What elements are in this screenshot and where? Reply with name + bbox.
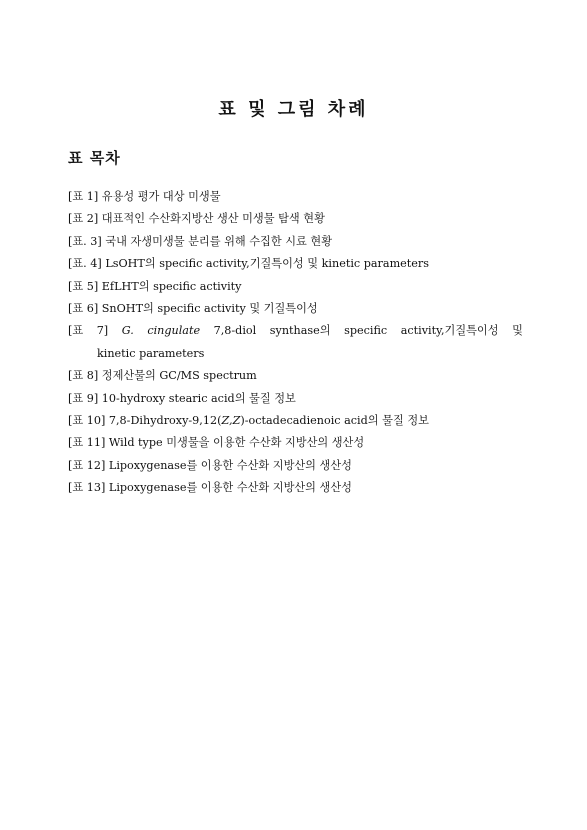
table-of-contents (68, 186, 523, 500)
toc-word: specific (344, 324, 388, 338)
toc-item[interactable]: [표 1] 유용성 평가 대상 미생물 (68, 190, 221, 203)
toc-item[interactable]: [표 5] EfLHT의 specific activity (68, 279, 242, 293)
toc-item[interactable]: [표 6] SnOHT의 specific activity 및 기질특이성 (68, 302, 318, 316)
toc-item[interactable]: [표. 3] 국내 자생미생물 분리를 위해 수집한 시료 현황 (68, 234, 332, 248)
toc-item[interactable] (68, 320, 523, 365)
toc-item[interactable]: [표 2] 대표적인 수산화지방산 생산 미생물 탐색 현황 (68, 212, 325, 226)
toc-item-first-line (68, 320, 523, 342)
toc-item[interactable]: [표. 4] LsOHT의 specific activity,기질특이성 및 kinetic parameters (68, 257, 430, 271)
toc-item[interactable]: [표 8] 정제산물의 GC/MS spectrum (68, 369, 257, 383)
toc-word: 7] (96, 324, 109, 338)
toc-word-italic: cingulate (147, 324, 201, 338)
toc-item[interactable] (68, 410, 523, 432)
toc-item[interactable]: [표 12] Lipoxygenase를 이용한 수산화 지방산의 생산성 (68, 458, 352, 472)
toc-item-continuation: kinetic parameters (97, 346, 205, 360)
toc-text-italic: Z,Z (221, 414, 241, 428)
toc-item[interactable]: [표 13] Lipoxygenase를 이용한 수산화 지방산의 생산성 (68, 481, 352, 495)
toc-word: synthase의 (269, 324, 331, 338)
page-title: 표 및 그림 차례 (218, 99, 369, 120)
toc-item[interactable]: [표 11] Wild type 미생물을 이용한 수산화 지방산의 생산성 (68, 436, 365, 450)
section-title: 표 목차 (68, 149, 121, 167)
toc-word: [표 (68, 324, 84, 338)
toc-item[interactable]: [표 9] 10-hydroxy stearic acid의 물질 정보 (68, 391, 296, 405)
toc-word: activity,기질특이성 (400, 324, 499, 338)
toc-word: 7,8-diol (213, 324, 257, 338)
toc-word: 및 (512, 324, 523, 338)
toc-word-italic: G. (121, 324, 134, 338)
toc-text: [표 10] 7,8-Dihydroxy-9,12( (68, 414, 222, 428)
toc-text: )-octadecadienoic acid의 물질 정보 (240, 414, 429, 428)
